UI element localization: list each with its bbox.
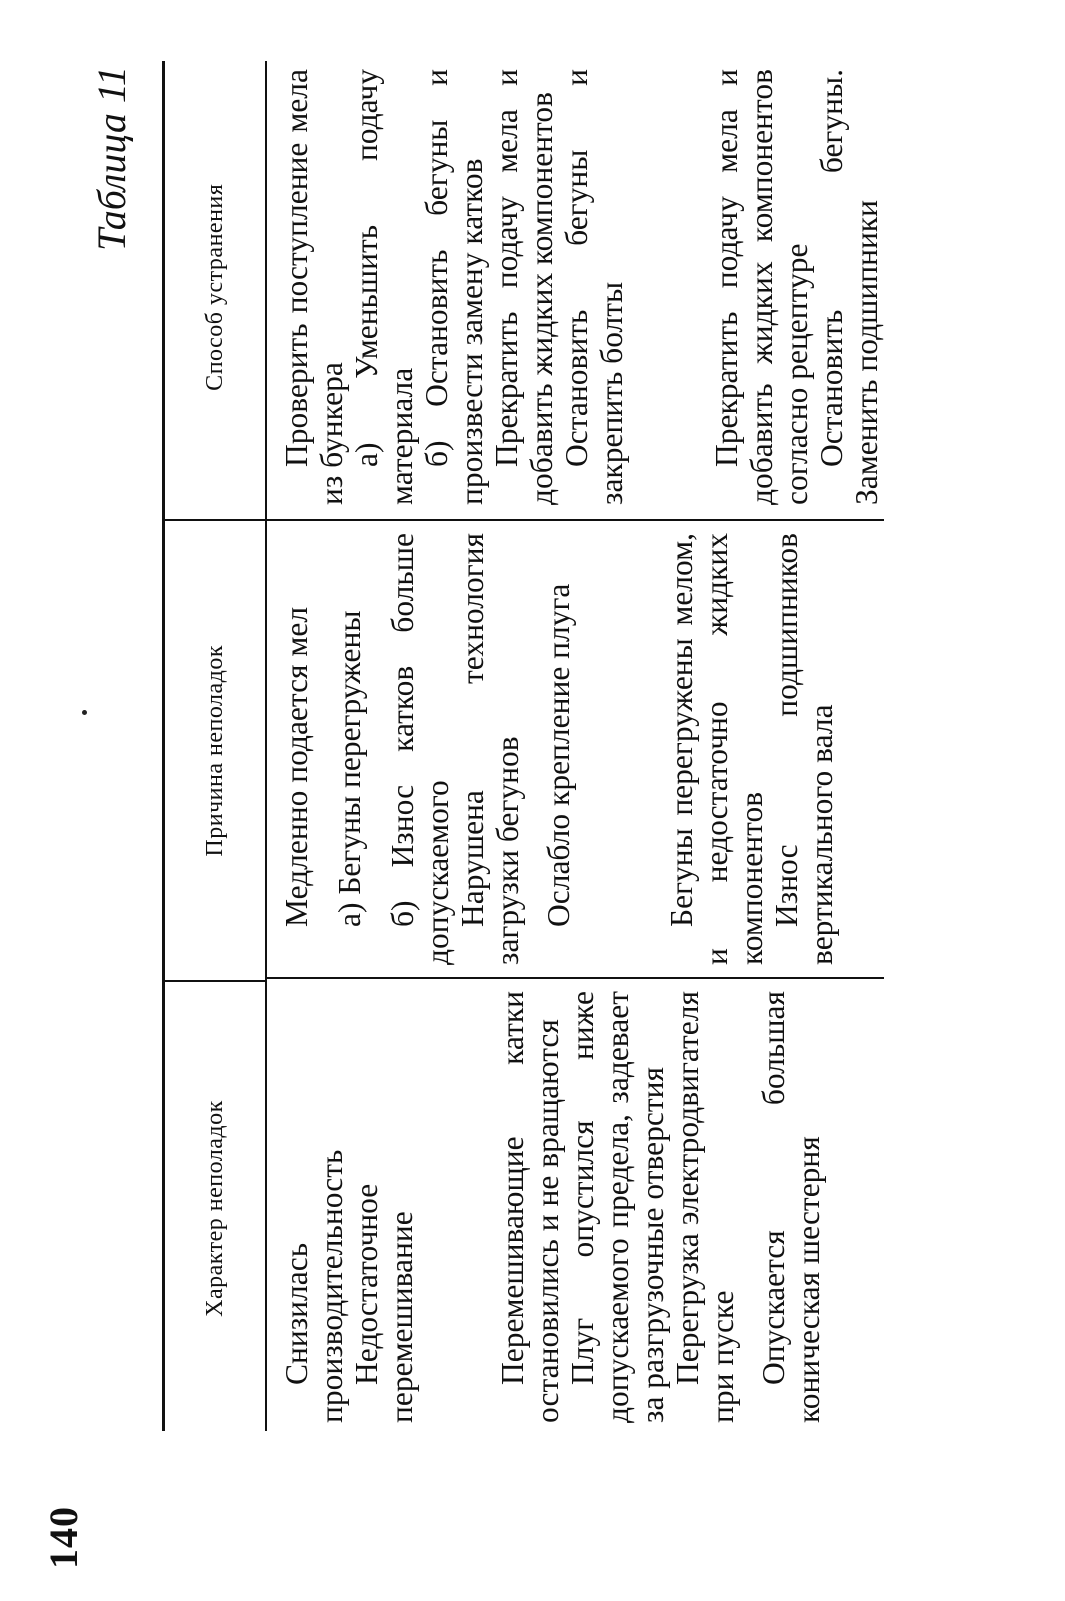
table-body (267, 61, 884, 1431)
cause-entry: а) Бегуны перегружены (332, 610, 367, 927)
cause-entry: Износ подшипников вертикального вала (769, 533, 839, 965)
cause-entry: б) Износ катков больше допускаемого (385, 533, 455, 965)
header-fault-nature: Характер неполадок (201, 1100, 228, 1317)
fault-entry: Снизилась производительность (279, 1149, 349, 1423)
fault-nature-column (267, 979, 884, 1431)
header-fault-cause: Причина неполадок (165, 522, 265, 983)
fault-entry: Плуг опустился ниже допускаемого предела, задевает за разгрузочные отверстия (565, 991, 670, 1423)
fault-entry: Недостаточное перемешивание (349, 1183, 419, 1423)
cause-entry: Медленно подается мел (279, 606, 314, 927)
cause-entry: Ослабло крепление плуга (541, 583, 576, 927)
fault-entry: Перегрузка электродвигателя при пуске (670, 991, 740, 1423)
cause-entry: Бегуны перегружены мелом, и недостаточно жидких компонентов (664, 533, 769, 965)
fault-entry: Перемешивающие катки остановились и не вращаются (495, 991, 565, 1423)
troubleshooting-table (162, 61, 884, 1431)
remedy-entry: б) Остановить бегуны и произвести замену катков (419, 69, 489, 505)
remedy-entry: Остановить бегуны и закрепить болты (559, 69, 629, 505)
remedy-entry: Проверить поступление мела из бункера (279, 69, 349, 505)
cause-entry: Нарушена технология загрузки бегунов (455, 533, 525, 965)
header-remedy: Способ устранения (165, 61, 265, 522)
remedy-entry: Прекратить подачу мела и добавить жидких компонентов (489, 69, 559, 505)
remedy-column (267, 61, 884, 521)
page-number: 140 (41, 1506, 86, 1569)
table-header-row (165, 61, 265, 1431)
remedy-entry: Прекратить подачу мела и добавить жидких компонентов согласно рецептуре (709, 69, 814, 505)
fault-cause-column (267, 521, 884, 979)
remedy-entry: Остановить бегуны. Заменить подшипники (814, 69, 884, 505)
fault-entry: Опускается большая коническая шестерня (756, 991, 826, 1423)
table-caption: Таблица 11 (89, 66, 134, 251)
remedy-entry: а) Уменьшить подачу материала (349, 69, 419, 505)
